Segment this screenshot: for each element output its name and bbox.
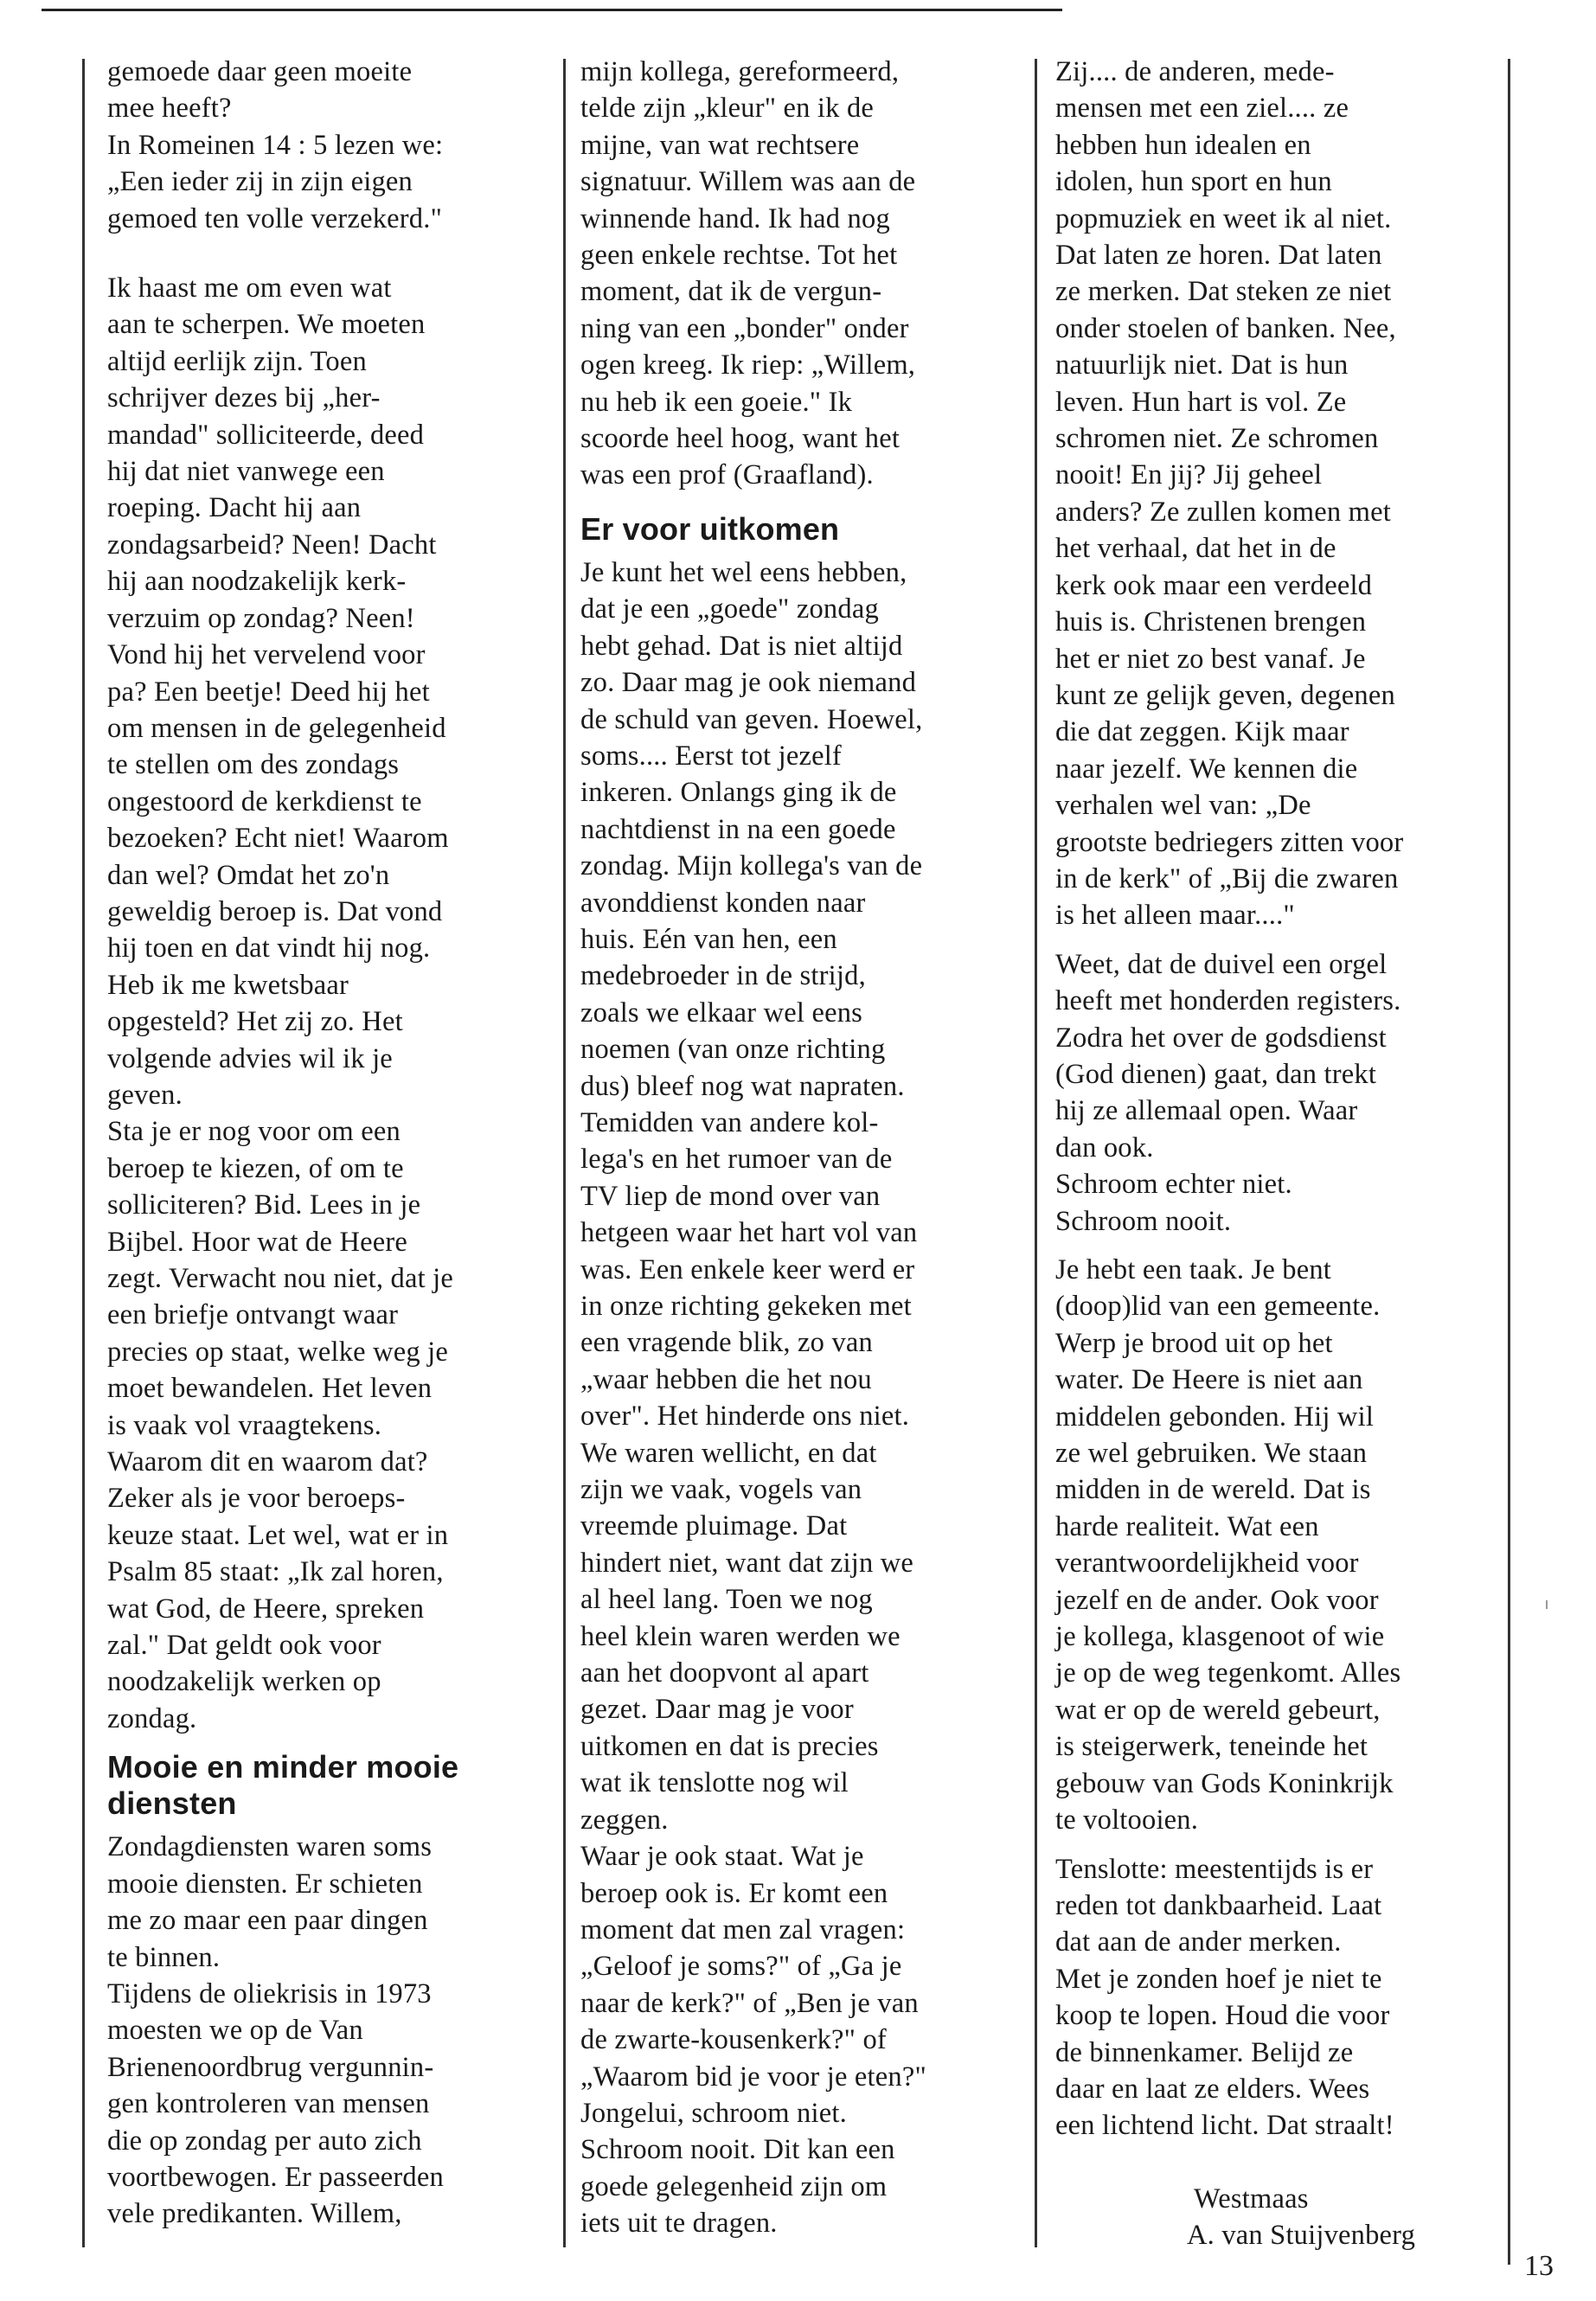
text-line: mijn kollega, gereformeerd, <box>580 56 900 87</box>
column-rule-middle-left <box>563 59 566 2247</box>
text-line: moment dat men zal vragen: <box>580 1913 906 1945</box>
text-line: beroep ook is. Er komt een <box>580 1877 888 1909</box>
text-line: je kollega, klasgenoot of wie <box>1055 1621 1385 1653</box>
text-line: verzuim op zondag? Neen! <box>107 602 415 634</box>
text-line: precies op staat, welke weg je <box>107 1336 449 1368</box>
text-line: Dat laten ze horen. Dat laten <box>1055 240 1382 272</box>
text-line: noemen (van onze richting <box>580 1034 886 1066</box>
text-line: midden in de wereld. Dat is <box>1055 1474 1371 1506</box>
text-line: geven. <box>107 1079 183 1111</box>
text-line: Temidden van andere kol- <box>580 1106 879 1138</box>
text-line: leven. Hun hart is vol. Ze <box>1055 386 1347 418</box>
text-line: hij dat niet vanwege een <box>107 456 385 488</box>
text-line: zegt. Verwacht nou niet, dat je <box>107 1263 453 1294</box>
text-line: Zeker als je voor beroeps- <box>107 1483 406 1515</box>
text-line: mooie diensten. Er schieten <box>107 1868 423 1900</box>
text-line: een vragende blik, zo van <box>580 1327 873 1359</box>
paragraph <box>580 54 1017 494</box>
column-rule-middle-right <box>1035 59 1037 2247</box>
paragraph <box>107 54 544 237</box>
text-line: zo. Daar mag je ook niemand <box>580 667 917 699</box>
text-line: vele predikanten. Willem, <box>107 2198 402 2230</box>
text-line: Bijbel. Hoor wat de Heere <box>107 1226 408 1258</box>
paragraph <box>1055 54 1497 934</box>
text-line: verantwoordelijkheid voor <box>1055 1548 1359 1580</box>
text-line: Schroom echter niet. <box>1055 1169 1292 1201</box>
text-line: Vond hij het vervelend voor <box>107 639 426 671</box>
text-line: pa? Een beetje! Deed hij het <box>107 676 430 708</box>
text-line: onder stoelen of banken. Nee, <box>1055 312 1396 344</box>
text-line: scoorde heel hoog, want het <box>580 423 901 455</box>
text-line: „waar hebben die het nou <box>580 1363 872 1395</box>
text-line: het er niet zo best vanaf. Je <box>1055 643 1366 675</box>
text-line: ning van een „bonder" onder <box>580 312 909 344</box>
text-line: Brienenoordbrug vergunnin- <box>107 2051 434 2083</box>
text-line: Jongelui, schroom niet. <box>580 2097 847 2129</box>
text-line: Tenslotte: meestentijds is er <box>1055 1853 1374 1885</box>
text-line: anders? Ze zullen komen met <box>1055 496 1392 528</box>
text-line: die op zondag per auto zich <box>107 2125 422 2157</box>
paragraph <box>580 1838 1017 2241</box>
paragraph <box>107 270 544 1113</box>
text-line: hebben hun idealen en <box>1055 129 1311 161</box>
text-line: inkeren. Onlangs ging ik de <box>580 777 897 809</box>
text-line: Je hebt een taak. Je bent <box>1055 1254 1332 1285</box>
text-line: kunt ze gelijk geven, degenen <box>1055 679 1395 711</box>
text-line: gemoede daar geen moeite <box>107 56 413 87</box>
text-line: winnende hand. Ik had nog <box>580 202 890 234</box>
text-line: We waren wellicht, en dat <box>580 1437 877 1469</box>
text-line: heel klein waren werden we <box>580 1620 901 1652</box>
text-line: middelen gebonden. Hij wil <box>1055 1400 1375 1433</box>
top-rule <box>42 9 1062 11</box>
text-line: Zij.... de anderen, mede- <box>1055 56 1335 87</box>
text-line: jezelf en de ander. Ook voor <box>1055 1584 1379 1616</box>
text-line: te voltooien. <box>1055 1804 1199 1836</box>
text-line: het verhaal, dat het in de <box>1055 533 1336 565</box>
paragraph <box>1055 1851 1497 2144</box>
paragraph <box>107 1113 544 1737</box>
text-line: me zo maar een paar dingen <box>107 1905 428 1937</box>
text-line: dat aan de ander merken. <box>1055 1926 1342 1958</box>
text-line: in de kerk" of „Bij die zwaren <box>1055 862 1399 894</box>
text-line: Psalm 85 staat: „Ik zal horen, <box>107 1556 444 1588</box>
text-line: (God dienen) gaat, dan trekt <box>1055 1058 1377 1090</box>
text-line: idolen, hun sport en hun <box>1055 166 1332 198</box>
section-heading <box>580 511 1017 548</box>
text-line: Sta je er nog voor om een <box>107 1116 401 1148</box>
text-line: noodzakelijk werken op <box>107 1666 381 1698</box>
text-line: altijd eerlijk zijn. Toen <box>107 345 367 377</box>
column-1 <box>107 54 544 2233</box>
text-line: dat je een „goede" zondag <box>580 593 879 625</box>
text-line: „Waarom bid je voor je eten?" <box>580 2061 926 2093</box>
text-line: de binnenkamer. Belijd ze <box>1055 2036 1354 2068</box>
text-line: zondag. <box>107 1702 197 1734</box>
text-line: nu heb ik een goeie." Ik <box>580 386 853 418</box>
text-line: ongestoord de kerkdienst te <box>107 785 422 817</box>
text-line: natuurlijk niet. Dat is hun <box>1055 349 1349 381</box>
text-line: TV liep de mond over van <box>580 1180 881 1212</box>
text-line: zoals we elkaar wel eens <box>580 997 863 1029</box>
text-line: Heb ik me kwetsbaar <box>107 969 349 1001</box>
text-line: Zondagdiensten waren soms <box>107 1831 433 1863</box>
text-line: popmuziek en weet ik al niet. <box>1055 202 1392 234</box>
text-line: al heel lang. Toen we nog <box>580 1584 873 1616</box>
signature-name: A. van Stuijvenberg <box>1187 2220 1416 2252</box>
text-line: harde realiteit. Wat een <box>1055 1510 1319 1542</box>
text-line: Je kunt het wel eens hebben, <box>580 556 907 588</box>
text-line: huis. Eén van hen, een <box>580 923 837 955</box>
text-line: volgende advies wil ik je <box>107 1042 393 1074</box>
text-line: mensen met een ziel.... ze <box>1055 93 1349 125</box>
text-line: ze merken. Dat steken ze niet <box>1055 276 1392 308</box>
text-line: signatuur. Willem was aan de <box>580 166 916 198</box>
text-line: reden tot dankbaarheid. Laat <box>1055 1889 1382 1921</box>
text-line: aan het doopvont al apart <box>580 1657 869 1689</box>
text-line: „Een ieder zij in zijn eigen <box>107 166 413 198</box>
paragraph <box>107 1976 544 2233</box>
text-line: is steigerwerk, teneinde het <box>1055 1731 1368 1763</box>
text-line: avonddienst konden naar <box>580 887 866 919</box>
text-line: kerk ook maar een verdeeld <box>1055 569 1373 601</box>
column-rule-left <box>82 59 85 2247</box>
text-line: voortbewogen. Er passeerden <box>107 2161 444 2193</box>
text-line: Schroom nooit. Dit kan een <box>580 2134 895 2166</box>
text-line: wat ik tenslotte nog wil <box>580 1767 849 1799</box>
text-line: wat God, de Heere, spreken <box>107 1593 425 1625</box>
text-line: te binnen. <box>107 1941 221 1973</box>
paragraph <box>107 1829 544 1976</box>
text-line: was een prof (Graafland). <box>580 459 874 491</box>
text-line: dan ook. <box>1055 1131 1154 1163</box>
text-line: uitkomen en dat is precies <box>580 1730 879 1762</box>
text-line: hindert niet, want dat zijn we <box>580 1547 914 1579</box>
text-line: Er voor uitkomen <box>580 510 840 547</box>
text-line: grootste bedriegers zitten voor <box>1055 826 1404 858</box>
text-line: schrijver dezes bij „her- <box>107 382 381 414</box>
text-line: gen kontroleren van mensen <box>107 2088 430 2120</box>
text-line: Waar je ook staat. Wat je <box>580 1841 864 1873</box>
text-line: (doop)lid van een gemeente. <box>1055 1291 1381 1323</box>
text-line: hebt gehad. Dat is niet altijd <box>580 630 903 662</box>
text-line: koop te lopen. Houd die voor <box>1055 2000 1390 2032</box>
text-line: solliciteren? Bid. Lees in je <box>107 1189 421 1221</box>
text-line: gezet. Daar mag je voor <box>580 1694 854 1726</box>
text-line: In Romeinen 14 : 5 lezen we: <box>107 129 444 161</box>
text-line: nachtdienst in na een goede <box>580 813 896 845</box>
text-line: water. De Heere is niet aan <box>1055 1364 1363 1396</box>
column-rule-right <box>1508 59 1510 2265</box>
text-line: die dat zeggen. Kijk maar <box>1055 716 1349 748</box>
text-line: Werp je brood uit op het <box>1055 1327 1333 1359</box>
text-line: goede gelegenheid zijn om <box>580 2170 888 2202</box>
text-line: Ik haast me om even wat <box>107 272 392 304</box>
text-line: keuze staat. Let wel, wat er in <box>107 1519 449 1551</box>
text-line: iets uit te dragen. <box>580 2208 778 2240</box>
text-line: hij ze allemaal open. Waar <box>1055 1095 1358 1127</box>
text-line: hetgeen waar het hart vol van <box>580 1217 918 1249</box>
text-line: was. Een enkele keer werd er <box>580 1253 915 1285</box>
text-line: gemoed ten volle verzekerd." <box>107 202 443 234</box>
text-line: lega's en het rumoer van de <box>580 1144 893 1176</box>
text-line: moet bewandelen. Het leven <box>107 1373 433 1405</box>
text-line: huis is. Christenen brengen <box>1055 606 1367 638</box>
text-line: diensten <box>107 1785 237 1822</box>
text-line: Met je zonden hoef je niet te <box>1055 1963 1382 1995</box>
text-line: telde zijn „kleur" en ik de <box>580 93 875 125</box>
text-line: ze wel gebruiken. We staan <box>1055 1438 1368 1470</box>
text-line: een lichtend licht. Dat straalt! <box>1055 2110 1394 2142</box>
text-line: nooit! En jij? Jij geheel <box>1055 459 1323 491</box>
text-line: gebouw van Gods Koninkrijk <box>1055 1767 1394 1799</box>
margin-mark <box>1546 1600 1548 1609</box>
text-line: Mooie en minder mooie <box>107 1749 459 1785</box>
text-line: moesten we op de Van <box>107 2015 363 2047</box>
column-3 <box>1055 54 1497 2254</box>
text-line: je op de weg tegenkomt. Alles <box>1055 1657 1401 1689</box>
text-line: hij toen en dat vindt hij nog. <box>107 933 431 965</box>
text-line: medebroeder in de strijd, <box>580 960 866 992</box>
section-heading <box>107 1749 544 1822</box>
text-line: dus) bleef nog wat napraten. <box>580 1070 905 1102</box>
text-line: ogen kreeg. Ik riep: „Willem, <box>580 349 916 381</box>
text-line: Weet, dat de duivel een orgel <box>1055 948 1388 980</box>
text-line: daar en laat ze elders. Wees <box>1055 2073 1370 2105</box>
text-line: beroep te kiezen, of om te <box>107 1152 404 1184</box>
text-line: opgesteld? Het zij zo. Het <box>107 1006 403 1038</box>
text-line: aan te scherpen. We moeten <box>107 309 426 341</box>
text-line: hij aan noodzakelijk kerk- <box>107 566 407 598</box>
text-line: over". Het hinderde ons niet. <box>580 1400 910 1433</box>
text-line: soms.... Eerst tot jezelf <box>580 740 842 772</box>
page-number: 13 <box>1524 2250 1554 2282</box>
text-line: verhalen wel van: „De <box>1055 790 1311 822</box>
text-line: heeft met honderden registers. <box>1055 985 1401 1017</box>
text-line: geweldig beroep is. Dat vond <box>107 895 443 927</box>
text-line: schromen niet. Ze schromen <box>1055 423 1379 455</box>
text-line: is het alleen maar...." <box>1055 900 1295 932</box>
text-line: mijne, van wat rechtsere <box>580 129 860 161</box>
text-line: vreemde pluimage. Dat <box>580 1510 848 1542</box>
paragraph <box>1055 946 1497 1240</box>
text-line: Waarom dit en waarom dat? <box>107 1446 428 1478</box>
signature-place: Westmaas <box>1194 2182 1309 2214</box>
text-line: naar jezelf. We kennen die <box>1055 753 1358 785</box>
text-line: naar de kerk?" of „Ben je van <box>580 1987 919 2019</box>
text-line: mandad" solliciteerde, deed <box>107 419 425 451</box>
text-line: de schuld van geven. Hoewel, <box>580 703 923 735</box>
text-line: bezoeken? Echt niet! Waarom <box>107 823 449 855</box>
text-line: te stellen om des zondags <box>107 749 400 781</box>
text-line: mee heeft? <box>107 93 232 125</box>
paragraph <box>1055 1252 1497 1839</box>
text-line: zal." Dat geldt ook voor <box>107 1630 381 1662</box>
text-line: zondag. Mijn kollega's van de <box>580 850 923 882</box>
text-line: zeggen. <box>580 1804 669 1836</box>
text-line: moment, dat ik de vergun- <box>580 276 882 308</box>
column-2 <box>580 54 1017 2242</box>
text-line: Schroom nooit. <box>1055 1205 1232 1237</box>
text-line: om mensen in de gelegenheid <box>107 712 446 744</box>
text-line: geen enkele rechtse. Tot het <box>580 240 898 272</box>
paragraph <box>580 554 1017 1838</box>
text-line: in onze richting gekeken met <box>580 1291 912 1322</box>
text-line: wat er op de wereld gebeurt, <box>1055 1694 1381 1726</box>
text-line: „Geloof je soms?" of „Ga je <box>580 1951 902 1983</box>
text-line: zondagsarbeid? Neen! Dacht <box>107 529 437 561</box>
text-line: de zwarte-kousenkerk?" of <box>580 2024 887 2056</box>
text-line: Tijdens de oliekrisis in 1973 <box>107 1977 432 2009</box>
text-line: is vaak vol vraagtekens. <box>107 1409 382 1441</box>
text-line: dan wel? Omdat het zo'n <box>107 859 390 891</box>
text-line: roeping. Dacht hij aan <box>107 492 362 524</box>
text-line: Zodra het over de godsdienst <box>1055 1022 1387 1054</box>
text-line: een briefje ontvangt waar <box>107 1299 399 1331</box>
text-line: zijn we vaak, vogels van <box>580 1474 862 1506</box>
